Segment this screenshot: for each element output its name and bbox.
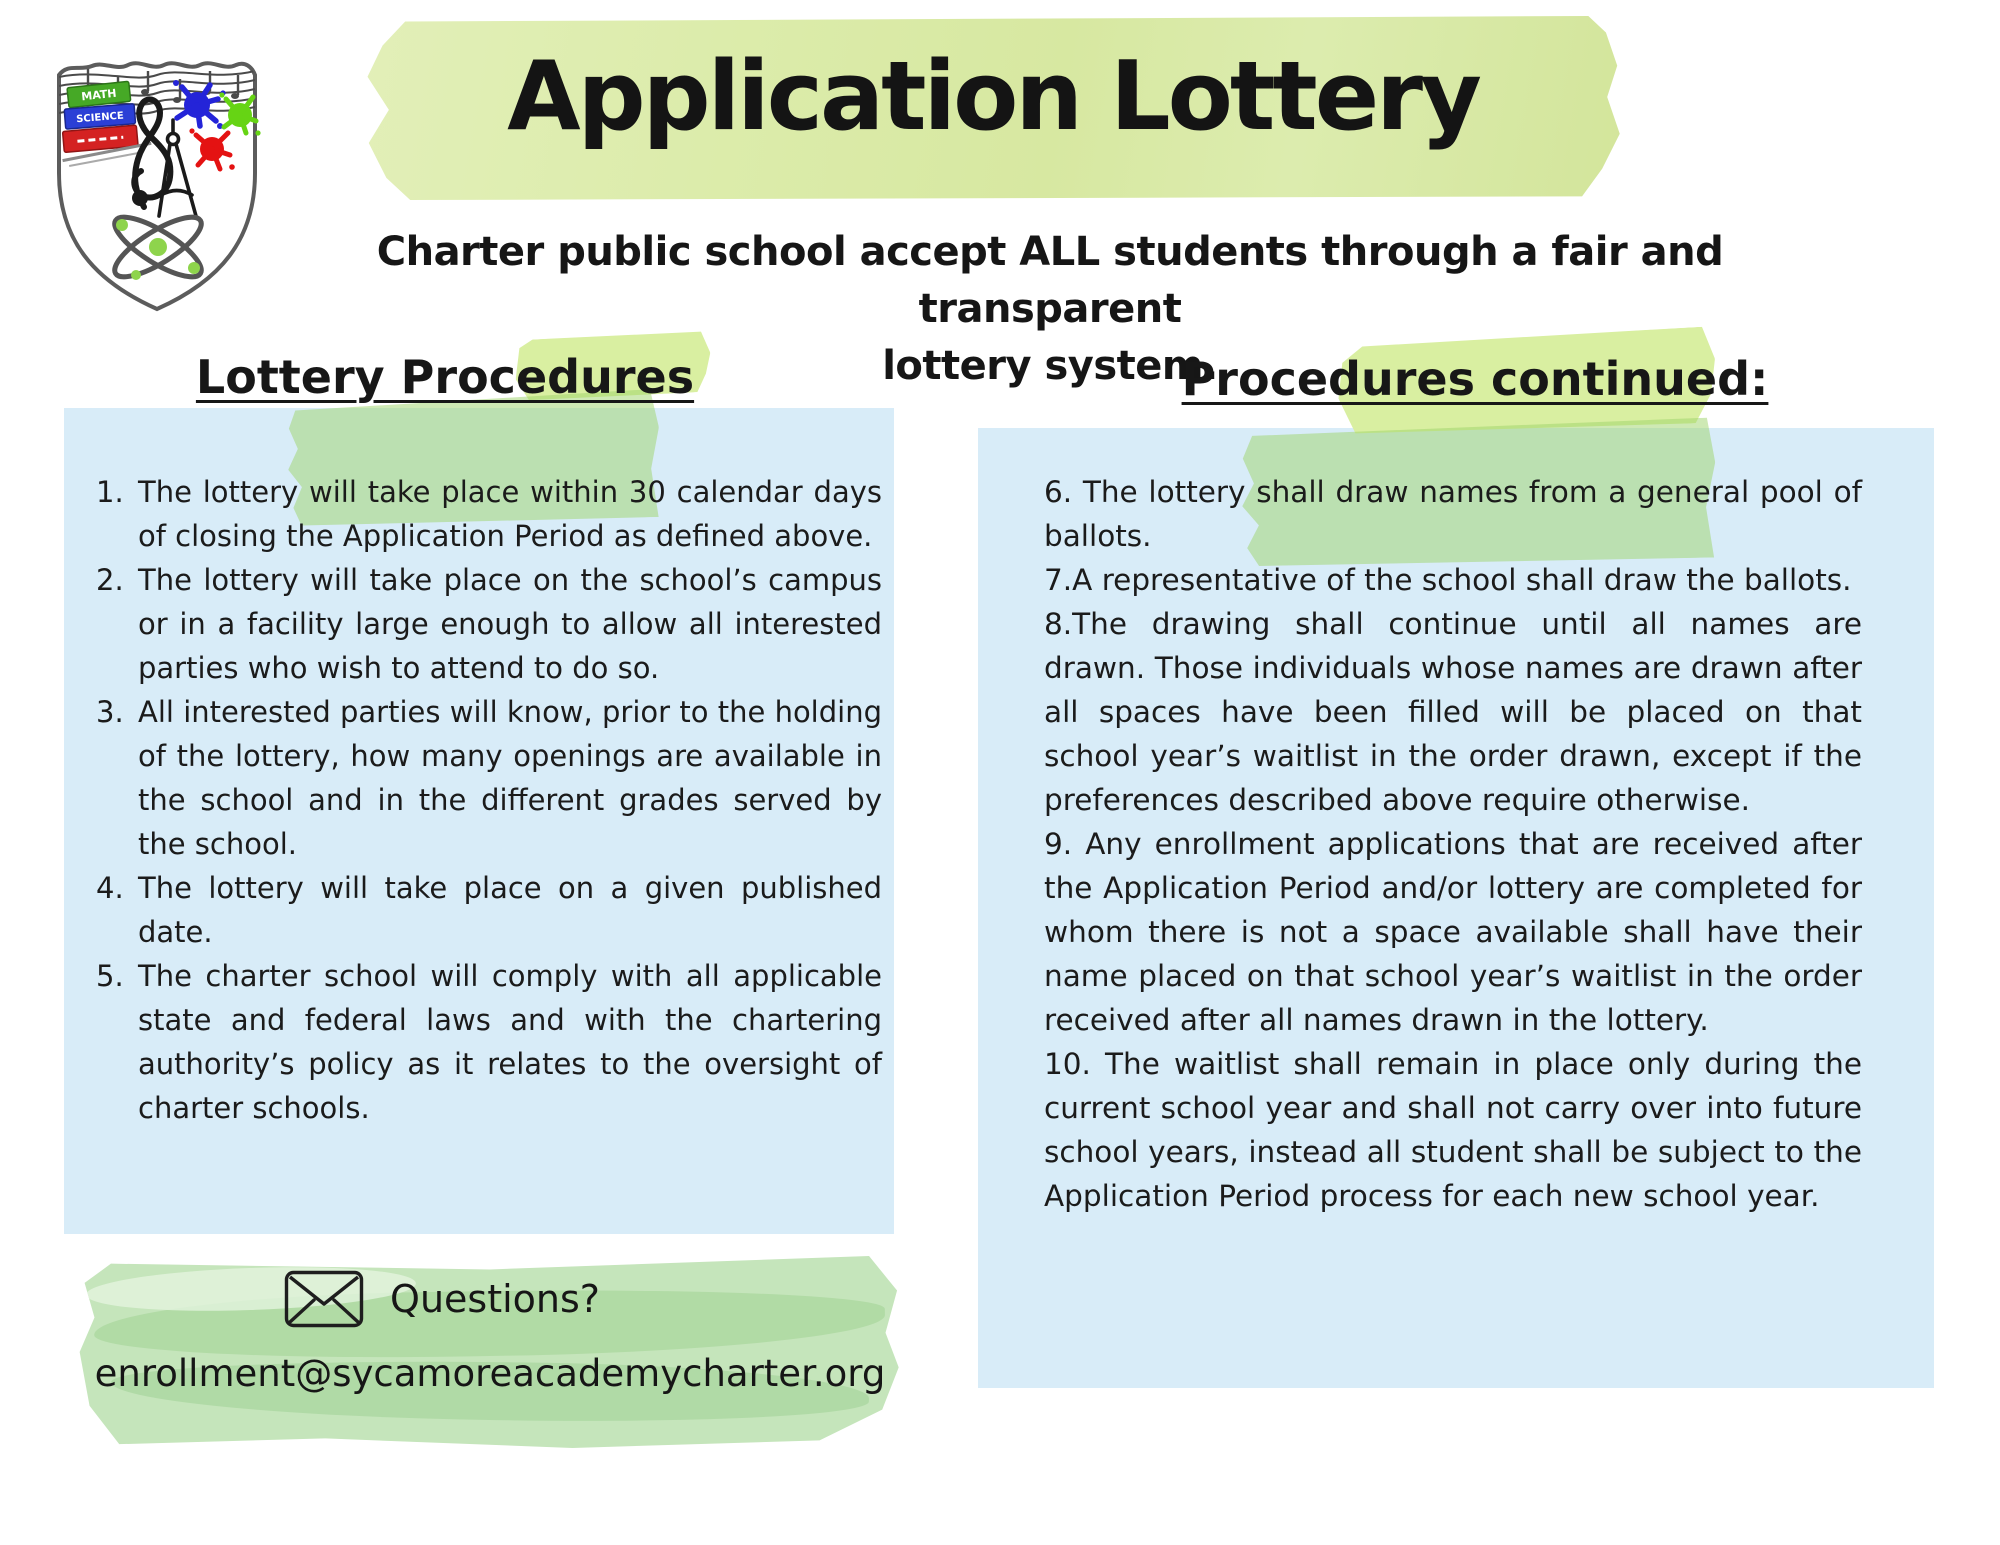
book-label-science: SCIENCE — [75, 110, 125, 126]
list-item-text: The charter school will comply with all applicable state and federal laws and with the chartering authority’s policy as it relates to the oversight of charter schools. — [138, 959, 882, 1125]
contact-row — [30, 1270, 854, 1328]
list-item-2 — [96, 558, 882, 690]
list-item-5 — [96, 954, 882, 1130]
subtitle-line-2: lottery system. — [882, 343, 1218, 389]
school-logo — [40, 25, 270, 320]
page-title: Application Lottery — [507, 42, 1479, 152]
list-item-text: The lottery will take place on a given published date. — [138, 871, 882, 949]
lottery-procedures-list — [96, 470, 882, 1130]
list-item-9: 9. Any enrollment applications that are received after the Application Period and/or lottery are completed for whom there is not a space available shall have their name placed on that school year’s waitlist in the order received after all names drawn in the lottery. — [1044, 827, 1862, 1037]
right-section-heading: Procedures continued: — [1181, 352, 1769, 406]
list-item-1 — [96, 470, 882, 558]
book-label-math: MATH — [80, 86, 118, 104]
list-item-10: 10. The waitlist shall remain in place only during the current school year and shall not carry over into future school years, instead all student shall be subject to the Application Period process for each new school year. — [1044, 1047, 1862, 1213]
list-item-8: 8.The drawing shall continue until all names are drawn. Those individuals whose names are drawn after all spaces have been filled will be placed on that school year’s waitlist in the order drawn, except if the preferences described above require otherwise. — [1044, 607, 1862, 817]
list-item-6: 6. The lottery shall draw names from a general pool of ballots. — [1044, 475, 1862, 553]
envelope-icon — [284, 1270, 364, 1328]
procedures-continued-list — [1044, 470, 1862, 1218]
list-item-number: 4. — [96, 871, 124, 905]
list-item-7: 7.A representative of the school shall draw the ballots. — [1044, 563, 1852, 597]
list-item-text: The lottery will take place within 30 calendar days of closing the Application Period as defined above. — [138, 475, 882, 553]
list-item-number: 2. — [96, 563, 124, 597]
list-item-number: 3. — [96, 695, 124, 729]
list-item-3 — [96, 690, 882, 866]
list-item-number: 1. — [96, 475, 124, 509]
list-item-4 — [96, 866, 882, 954]
enrollment-email-link[interactable]: enrollment@sycamoreacademycharter.org — [94, 1352, 886, 1395]
list-item-text: All interested parties will know, prior to the holding of the lottery, how many openings are available in the school and in the different grades served by the school. — [138, 695, 882, 861]
questions-label: Questions? — [390, 1277, 600, 1321]
list-item-number: 5. — [96, 959, 124, 993]
subtitle-line-1: Charter public school accept ALL students through a fair and transparent — [376, 229, 1724, 332]
left-section-heading: Lottery Procedures — [195, 350, 695, 404]
list-item-text: The lottery will take place on the school’s campus or in a facility large enough to allow all interested parties who wish to attend to do so. — [138, 563, 882, 685]
